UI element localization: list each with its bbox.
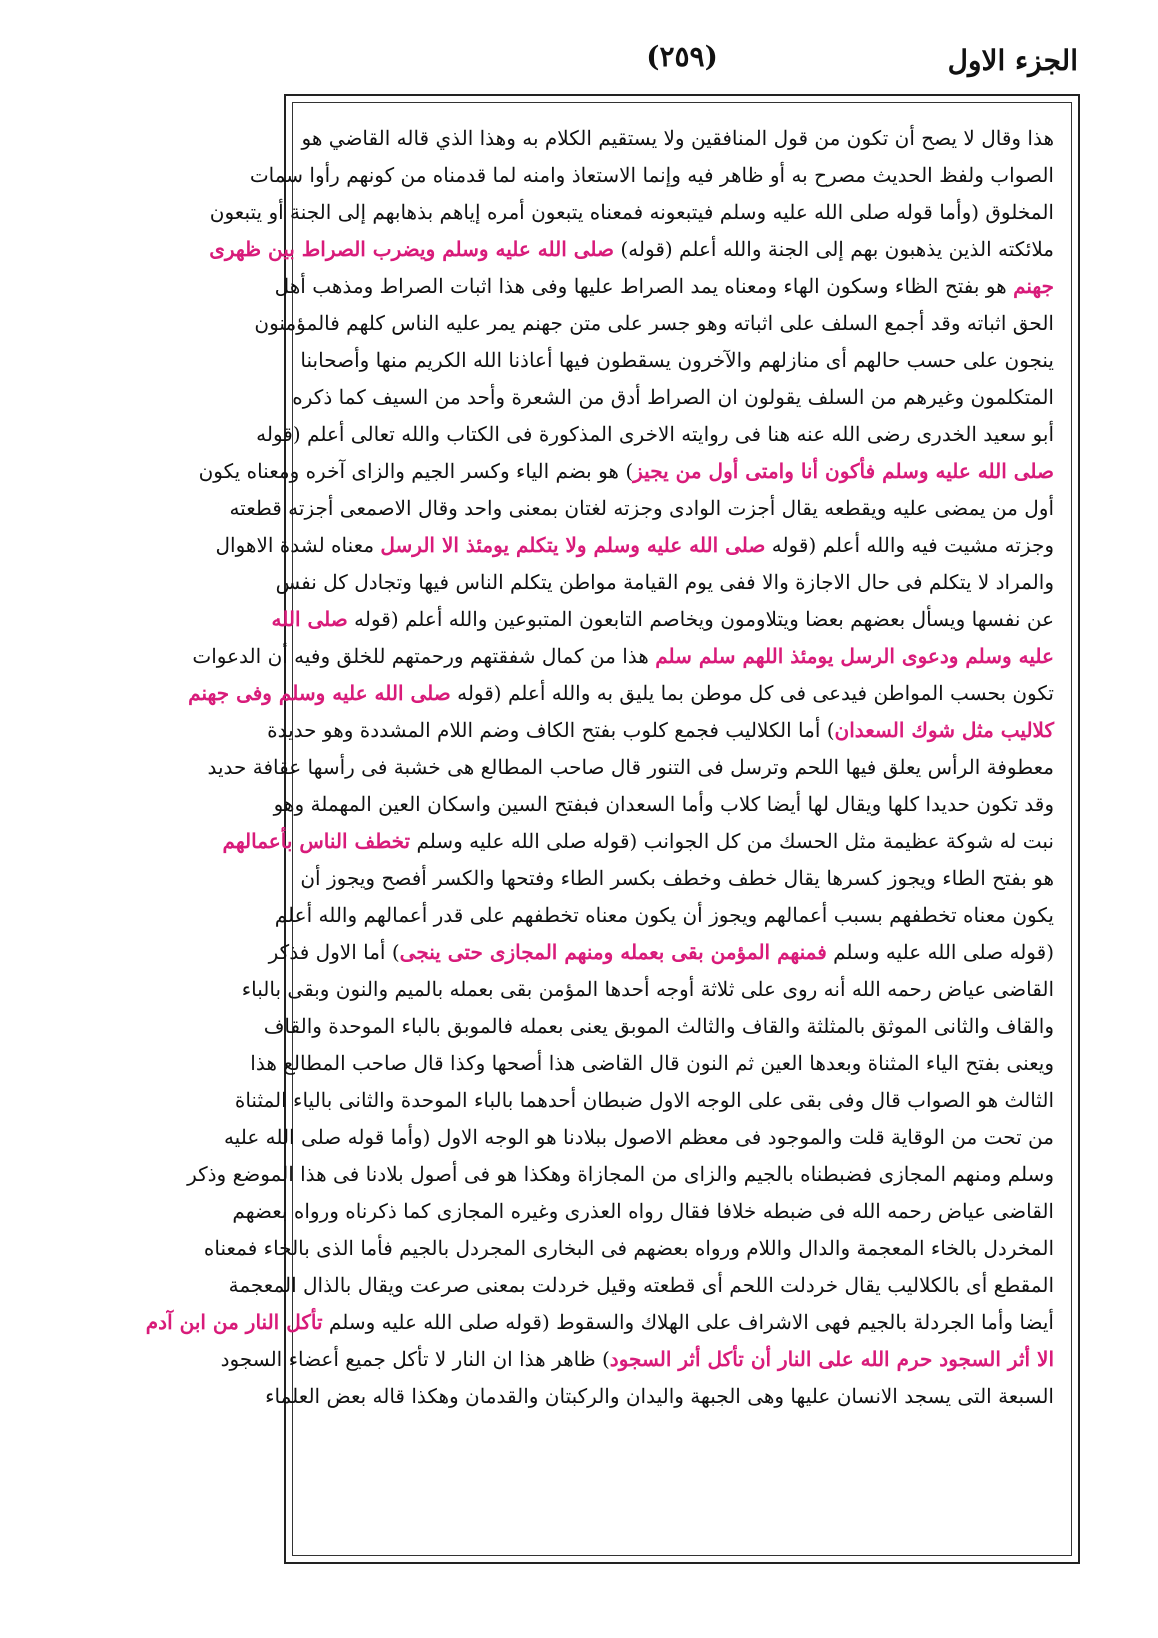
commentary-segment: هو بفتح الظاء وسكون الهاء ومعناه يمد الصراط عليها وفى هذا اثبات الصراط ومذهب أهل bbox=[274, 274, 1014, 298]
commentary-segment: معطوفة الرأس يعلق فيها اللحم وترسل فى التنور قال صاحب المطالع هى خشبة فى رأسها عقافة حديد bbox=[207, 755, 1054, 779]
text-line bbox=[207, 749, 1054, 786]
commentary-segment: عن نفسها ويسأل بعضهم بعضا ويتلاومون ويخاصم التابعون المتبوعين والله أعلم (قوله bbox=[347, 607, 1054, 631]
hadith-quote: صلى الله عليه وسلم فأكون أنا وامتى أول من يجيز bbox=[633, 459, 1054, 483]
text-line bbox=[300, 860, 1054, 897]
commentary-segment: ) هو بضم الياء وكسر الجيم والزاى آخره ومعناه يكون bbox=[198, 459, 634, 483]
commentary-segment: أيضا وأما الجردلة بالجيم فهى الاشراف على الهلاك والسقوط (قوله صلى الله عليه وسلم bbox=[322, 1310, 1054, 1334]
commentary-segment: والقاف والثانى الموثق بالمثلثة والقاف والثالث الموبق يعنى بعمله فالموبق بالباء الموحدة والقاف bbox=[263, 1014, 1054, 1038]
commentary-segment: القاضى عياض رحمه الله أنه روى على ثلاثة أوجه أحدها المؤمن بقى بعمله بالميم والنون وبقى بالباء bbox=[241, 977, 1054, 1001]
commentary-segment: هذا وقال لا يصح أن تكون من قول المنافقين ولا يستقيم الكلام به وهذا الذي قاله القاضي هو bbox=[301, 126, 1054, 150]
text-line bbox=[198, 453, 1054, 490]
text-line bbox=[301, 120, 1054, 157]
hadith-quote: الا أثر السجود حرم الله على النار أن تأكل أثر السجود bbox=[609, 1347, 1054, 1371]
hadith-quote: صلى الله عليه وسلم ويضرب الصراط بين ظهرى bbox=[209, 237, 615, 261]
hadith-quote: صلى الله عليه وسلم وفى جهنم bbox=[188, 681, 451, 705]
text-line bbox=[222, 823, 1054, 860]
commentary-segment: (قوله صلى الله عليه وسلم bbox=[826, 940, 1054, 964]
commentary-segment: ينجون على حسب حالهم أى منازلهم والآخرون يسقطون فيها أعاذنا الله الكريم منها وأصحابنا bbox=[300, 348, 1054, 372]
text-line bbox=[267, 712, 1054, 749]
text-line bbox=[215, 527, 1054, 564]
commentary-segment: تكون بحسب المواطن فيدعى فى كل موطن بما يليق به والله أعلم (قوله bbox=[450, 681, 1054, 705]
text-line bbox=[254, 305, 1054, 342]
text-line bbox=[192, 638, 1054, 675]
text-line bbox=[256, 416, 1054, 453]
commentary-segment: نبت له شوكة عظيمة مثل الحسك من كل الجوانب (قوله صلى الله عليه وسلم bbox=[410, 829, 1054, 853]
text-line bbox=[249, 157, 1054, 194]
commentary-segment: الصواب ولفظ الحديث مصرح به أو ظاهر فيه وإنما الاستعاذ وامنه لما قدمناه من كونهم رأوا سمات bbox=[249, 163, 1054, 187]
hadith-quote: كلاليب مثل شوك السعدان bbox=[834, 718, 1054, 742]
commentary-segment: ) ظاهر هذا ان النار لا تأكل جميع أعضاء السجود bbox=[220, 1347, 610, 1371]
text-line bbox=[300, 342, 1054, 379]
text-line bbox=[250, 1045, 1054, 1082]
hadith-quote: فمنهم المؤمن بقى بعمله ومنهم المجازى حتى ينجى bbox=[399, 940, 827, 964]
commentary-segment: السبعة التى يسجد الانسان عليها وهى الجبهة واليدان والركبتان والقدمان وهكذا قاله بعض العلماء bbox=[265, 1384, 1054, 1408]
text-line bbox=[232, 1193, 1054, 1230]
commentary-segment: الحق اثباته وقد أجمع السلف على اثباته وهو جسر على متن جهنم يمر عليه الناس كلهم فالمؤمنون bbox=[254, 311, 1054, 335]
commentary-segment: ويعنى بفتح الياء المثناة وبعدها العين ثم النون قال القاضى هذا أصحها وكذا قال صاحب المطالع هذا bbox=[250, 1051, 1054, 1075]
commentary-segment: المقطع أى بالكلاليب يقال خردلت اللحم أى قطعته وقيل خردلت بمعنى صرعت ويقال بالذال المعجمة bbox=[228, 1273, 1054, 1297]
text-line bbox=[292, 379, 1054, 416]
text-line bbox=[209, 194, 1054, 231]
text-line bbox=[263, 1008, 1054, 1045]
commentary-segment: الثالث هو الصواب قال وفى بقى على الوجه الاول ضبطان أحدهما بالباء الموحدة والثانى بالياء المثناة bbox=[234, 1088, 1054, 1112]
commentary-segment: ملائكته الذين يذهبون بهم إلى الجنة والله أعلم (قوله) bbox=[614, 237, 1054, 261]
commentary-segment: هو بفتح الطاء ويجوز كسرها يقال خطف وخطف بكسر الطاء وفتحها والكسر أفصح ويجوز أن bbox=[300, 866, 1054, 890]
text-line bbox=[274, 897, 1054, 934]
text-line bbox=[187, 1156, 1054, 1193]
text-line bbox=[203, 1230, 1054, 1267]
commentary-segment: وقد تكون حديدا كلها ويقال لها أيضا كلاب وأما السعدان فبفتح السين واسكان العين المهملة وهو bbox=[273, 792, 1054, 816]
hadith-quote: تخطف الناس بأعمالهم bbox=[222, 829, 411, 853]
commentary-segment: هذا من كمال شفقتهم ورحمتهم للخلق وفيه أن الدعوات bbox=[192, 644, 656, 668]
part-title: الجزء الاول bbox=[947, 44, 1078, 77]
text-line bbox=[275, 564, 1054, 601]
text-line bbox=[234, 1082, 1054, 1119]
commentary-segment: المخلوق (وأما قوله صلى الله عليه وسلم فيتبعونه فمعناه يتبعون أمره إياهم بذهابهم إلى الجنة أو يتبعون bbox=[209, 200, 1054, 224]
text-line bbox=[209, 231, 1054, 268]
commentary-segment: ) أما الكلاليب فجمع كلوب بفتح الكاف وضم اللام المشددة وهو حديدة bbox=[267, 718, 835, 742]
hadith-quote: صلى الله bbox=[271, 607, 348, 631]
text-line bbox=[265, 1378, 1054, 1415]
hadith-quote: جهنم bbox=[1013, 274, 1054, 298]
hadith-quote: صلى الله عليه وسلم ولا يتكلم يومئذ الا الرسل bbox=[380, 533, 766, 557]
running-head bbox=[286, 40, 1078, 90]
text-line bbox=[229, 490, 1054, 527]
commentary-segment: أبو سعيد الخدرى رضى الله عنه هنا فى روايته الاخرى المذكورة فى الكتاب والله تعالى أعلم (قوله bbox=[256, 422, 1054, 446]
commentary-segment: القاضى عياض رحمه الله فى ضبطه خلافا فقال رواه العذرى وغيره المجازى كما ذكرناه ورواه بعضهم bbox=[232, 1199, 1054, 1223]
text-line bbox=[228, 1267, 1054, 1304]
text-line bbox=[241, 971, 1054, 1008]
commentary-segment: المتكلمون وغيرهم من السلف يقولون ان الصراط أدق من الشعرة وأحد من السيف كما ذكره bbox=[292, 385, 1054, 409]
page-number: (٢٥٩) bbox=[646, 40, 718, 73]
commentary-segment: ) أما الاول فذكر bbox=[268, 940, 400, 964]
text-line bbox=[145, 1304, 1054, 1341]
hadith-quote: تأكل النار من ابن آدم bbox=[145, 1310, 323, 1334]
commentary-segment: معناه لشدة الاهوال bbox=[215, 533, 381, 557]
text-line bbox=[220, 1341, 1054, 1378]
commentary-segment: المخردل بالخاء المعجمة والدال واللام ورواه بعضهم فى البخارى المجردل بالجيم فأما الذى بالخاء فمعناه bbox=[203, 1236, 1054, 1260]
commentary-segment: والمراد لا يتكلم فى حال الاجازة والا ففى يوم القيامة مواطن يتكلم الناس فيها وتجادل كل نفس bbox=[275, 570, 1054, 594]
commentary-segment: وجزته مشيت فيه والله أعلم (قوله bbox=[765, 533, 1054, 557]
text-line bbox=[268, 934, 1054, 971]
text-line bbox=[274, 268, 1054, 305]
text-line bbox=[188, 675, 1054, 712]
commentary-segment: وسلم ومنهم المجازى فضبطناه بالجيم والزاى من المجازاة وهكذا هو فى أصول بلادنا فى هذا الموضع وذكر bbox=[187, 1162, 1054, 1186]
commentary-segment: من تحت من الوقاية قلت والموجود فى معظم الاصول ببلادنا هو الوجه الاول (وأما قوله صلى الله عليه bbox=[223, 1125, 1054, 1149]
text-line bbox=[271, 601, 1054, 638]
hadith-quote: عليه وسلم ودعوى الرسل يومئذ اللهم سلم سلم bbox=[655, 644, 1054, 668]
commentary-text bbox=[145, 120, 1054, 1540]
text-line bbox=[223, 1119, 1054, 1156]
text-line bbox=[273, 786, 1054, 823]
commentary-segment: يكون معناه تخطفهم بسبب أعمالهم ويجوز أن يكون معناه تخطفهم على قدر أعمالهم والله أعلم bbox=[274, 903, 1054, 927]
commentary-segment: أول من يمضى عليه ويقطعه يقال أجزت الوادى وجزته لغتان بمعنى واحد وقال الاصمعى أجزته قطعته bbox=[229, 496, 1054, 520]
